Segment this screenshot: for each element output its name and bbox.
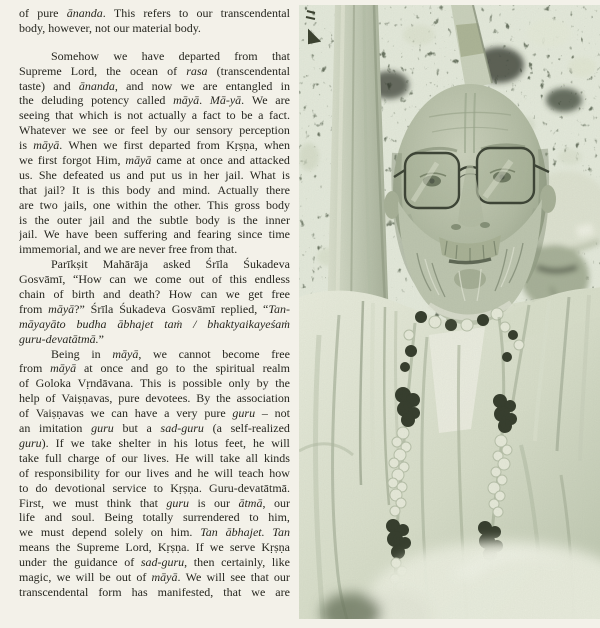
text-line: help of Vaiṣṇavas, pure devotees. By the association <box>19 391 290 406</box>
text-line: are two jails, one within the other. This gross body <box>19 197 290 212</box>
text-line: magic, we will be out of māyā. We will see that our <box>19 569 290 584</box>
text-line: of Vaiṣṇavas we can have a very pure guru – not <box>19 406 290 421</box>
text-line: taste) and ānanda, and now we are entangled in <box>19 78 290 93</box>
text-column <box>19 6 290 600</box>
text-line: Parīkṣit Mahārāja asked Śrīla Śukadeva <box>51 257 290 272</box>
paragraph <box>19 49 290 257</box>
text-line: life and soul. Being totally surrendered to him, <box>19 510 290 525</box>
text-line: guru-devatātmā.” <box>19 331 104 346</box>
text-line: body, however, not our material body. <box>19 20 201 35</box>
text-line: māyayāto budha ābhajet taṁ / bhaktyaikayeśaṁ <box>19 316 290 331</box>
text-line: from māyā at once and go to the spiritual realm <box>19 361 290 376</box>
text-line: Somehow we have departed from that <box>51 48 290 63</box>
text-line: we first forgot Him, māyā came at once and attacked <box>19 153 290 168</box>
text-line: of pure ānanda. This refers to our transcendental <box>19 6 290 20</box>
photo <box>299 5 600 619</box>
paragraph <box>19 347 290 600</box>
photo-svg <box>299 5 600 619</box>
text-line: jail. We have been suffering and fearing since time <box>19 227 290 242</box>
text-line: under the guidance of sad-guru, then certainly, like <box>19 555 290 570</box>
text-line: guru). If we take shelter in his lotus feet, he will <box>19 435 290 450</box>
text-line: chain of birth and death? How can we get free <box>19 287 290 302</box>
text-line: immemorial, and we are never free from that. <box>19 242 238 257</box>
text-line: take full charge of our lives. He will take all kinds <box>19 450 290 465</box>
text-line: of responsibility for our lives and he will teach how <box>19 465 290 480</box>
paragraph <box>19 6 290 36</box>
text-line: Being in māyā, we cannot become free <box>51 346 290 361</box>
text-line: to do devotional service to Kṛṣṇa. Guru-devatātmā. <box>19 480 290 495</box>
text-line: an imitation guru but a sad-guru (a self-realized <box>19 421 290 436</box>
text-line: transcendental form has manifested, that we are <box>19 584 290 599</box>
text-line: we must depend solely on him. Tan ābhajet. Tan <box>19 525 290 540</box>
text-line: that jail? It is this body and mind. Actually there <box>19 182 290 197</box>
text-line: is māyā. When we first departed from Kṛṣṇa, when <box>19 138 290 153</box>
text-line: Supreme Lord, the ocean of rasa (transcendental <box>19 63 290 78</box>
text-line: is the outer jail and the subtle body is the inner <box>19 212 290 227</box>
text-line: from māyā?” Śrīla Śukadeva Gosvāmī replied, “Tan- <box>19 301 290 316</box>
photo-grain <box>299 5 600 619</box>
text-line: Gosvāmī, “How can we come out of this endless <box>19 272 290 287</box>
text-line: the deluding potency called māyā. Mā-yā. We are <box>19 93 290 108</box>
text-line: means the Supreme Lord, Kṛṣṇa. If we serve Kṛṣṇa <box>19 540 290 555</box>
paragraph <box>19 257 290 346</box>
text-line: us. She defeated us and put us in her jail. What is <box>19 167 290 182</box>
text-line: seeing that which is not actually a fact to be a fact. <box>19 108 290 123</box>
text-line: Whatever we see or feel by our sensory perception <box>19 123 290 138</box>
text-line: of Goloka Vṛndāvana. This is possible only by the <box>19 376 290 391</box>
text-line: First, we must think that guru is our ātmā, our <box>19 495 290 510</box>
